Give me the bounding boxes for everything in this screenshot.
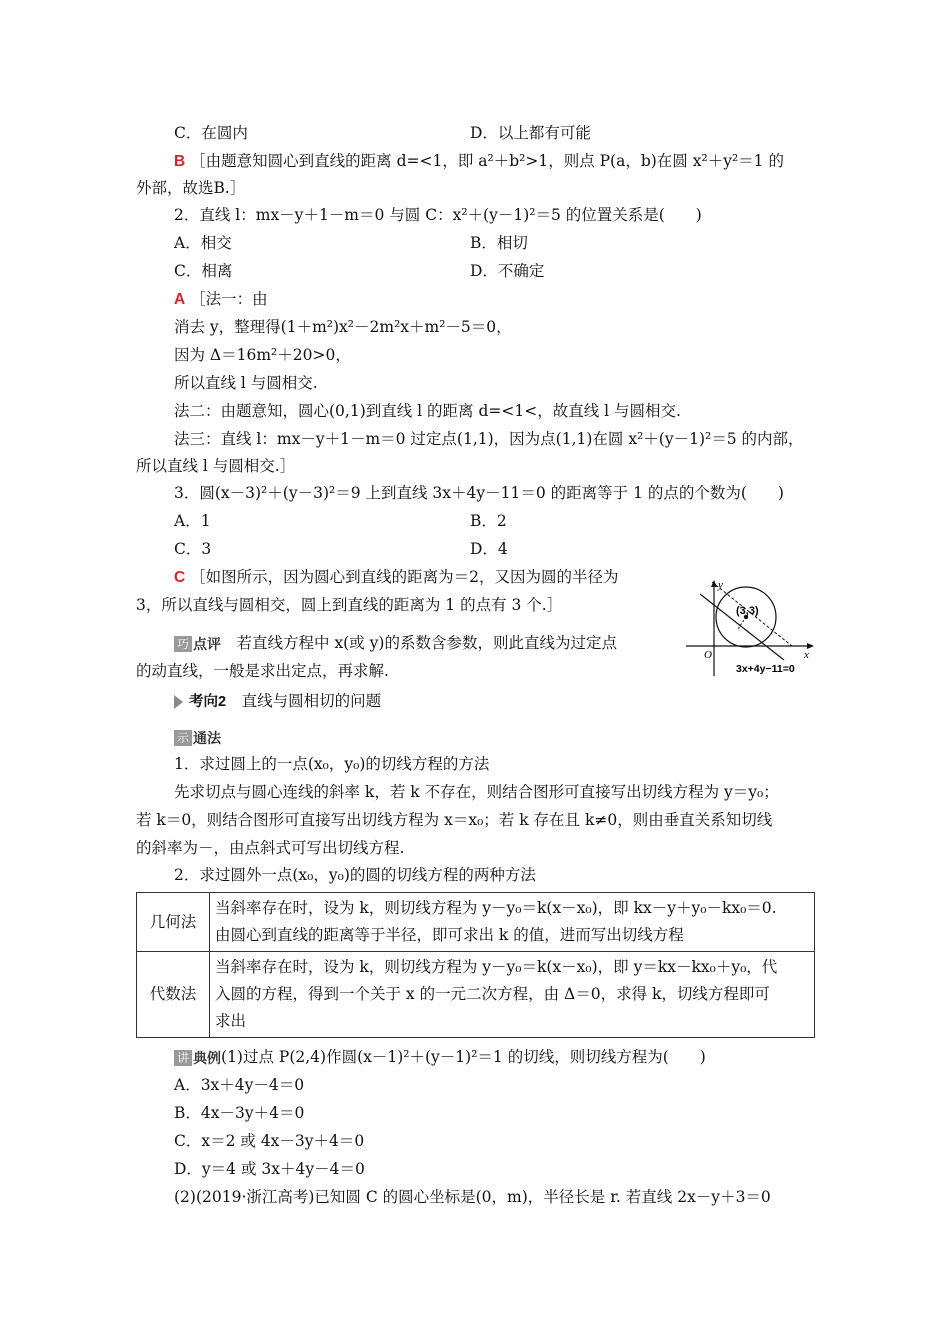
x-label: x [804, 649, 809, 661]
table-cell: 当斜率存在时，设为 k，则切线方程为 y－y₀＝k(x－x₀)，即 y＝kx－kx₀＋y₀，代 入圆的方程，得到一个关于 x 的一元二次方程，由 Δ＝0，求得 k，切线方程即可 求出 [210, 952, 815, 1038]
answer-2-line: 所以直线 l 与圆相交. [174, 374, 318, 392]
answer-3 [174, 566, 619, 589]
option-d: D．y＝4 或 3x＋4y－4＝0 [174, 1160, 365, 1178]
option-c: C．3 [174, 540, 212, 558]
answer-2-line: 法三：直线 l：mx－y＋1－m＝0 过定点(1,1)，因为点(1,1)在圆 x²＋(y－1)²＝5 的内部， [174, 430, 804, 448]
comment-text: 若直线方程中 x(或 y)的系数含参数，则此直线为过定点 [221, 634, 617, 652]
table-row [137, 893, 815, 952]
answer-1-cont: 外部，故选B.］ [136, 179, 246, 197]
answer-2-line: 消去 y，整理得(1＋m²)x²－2m²x＋m²－5＝0， [174, 318, 512, 336]
center-label: (3,3) [736, 605, 759, 617]
answer-1 [174, 150, 784, 173]
answer-letter: C [174, 569, 186, 586]
answer-2 [174, 288, 268, 311]
section-heading [174, 690, 381, 713]
answer-text: ［法一：由 [190, 290, 268, 308]
option-a: A．相交 [174, 234, 232, 252]
question-2: 2．直线 l：mx－y＋1－m＝0 与圆 C：x²＋(y－1)²＝5 的位置关系是( ) [174, 206, 702, 224]
table-head: 几何法 [137, 893, 210, 952]
option-b: B．相切 [470, 234, 528, 252]
methods-table [136, 892, 815, 1038]
section-label: 考向2 [189, 694, 227, 710]
origin-label: O [704, 649, 712, 661]
example-2: (2)(2019·浙江高考)已知圆 C 的圆心坐标是(0，m)，半径长是 r. 若直线 2x－y＋3＝0 [174, 1188, 771, 1206]
example-tag: 讲 [174, 1050, 192, 1066]
example-1 [174, 1046, 706, 1069]
table-row [137, 952, 815, 1038]
comment-tag-label: 点评 [193, 636, 222, 652]
table-cell: 当斜率存在时，设为 k，则切线方程为 y－y₀＝k(x－x₀)，即 kx－y＋y₀－kx₀＝0. 由圆心到直线的距离等于半径，即可求出 k 的值，进而写出切线方程 [210, 893, 815, 952]
triangle-icon [174, 695, 183, 709]
example-tag-label: 典例 [193, 1050, 222, 1066]
method-1-line: 若 k＝0，则结合图形可直接写出切线方程为 x＝x₀；若 k 存在且 k≠0，则由垂直关系知切线 [136, 811, 773, 829]
answer-text: ［由题意知圆心到直线的距离 d=<1，即 a²＋b²>1，则点 P(a，b)在圆 x²＋y²＝1 的 [190, 152, 784, 170]
option-d: D．4 [470, 540, 508, 558]
table-head: 代数法 [137, 952, 210, 1038]
method-2: 2．求过圆外一点(x₀，y₀)的圆的切线方程的两种方法 [174, 866, 536, 884]
answer-2-line: 所以直线 l 与圆相交.］ [136, 457, 296, 475]
option-c: C．相离 [174, 262, 233, 280]
comment [174, 632, 617, 655]
method-heading [174, 726, 221, 749]
answer-letter: A [174, 291, 186, 308]
option-d: D．以上都有可能 [470, 124, 591, 142]
answer-3-cont: 3，所以直线与圆相交，圆上到直线的距离为 1 的点有 3 个.］ [136, 596, 563, 614]
circle-line-figure [680, 576, 820, 680]
comment-cont: 的动直线，一般是求出定点，再求解. [136, 662, 389, 680]
option-a: A．1 [174, 512, 211, 530]
comment-tag: 巧 [174, 636, 192, 652]
section-title: 直线与圆相切的问题 [241, 692, 382, 710]
option-c: C．在圆内 [174, 124, 248, 142]
method-tag-label: 通法 [193, 730, 222, 746]
option-b: B．2 [470, 512, 507, 530]
method-tag: 示 [174, 730, 192, 746]
answer-letter: B [174, 153, 186, 170]
method-1-line: 先求切点与圆心连线的斜率 k，若 k 不存在，则结合图形可直接写出切线方程为 y＝y₀； [174, 783, 779, 801]
example-text: (1)过点 P(2,4)作圆(x－1)²＋(y－1)²＝1 的切线，则切线方程为( ) [221, 1048, 706, 1066]
question-3: 3．圆(x－3)²＋(y－3)²＝9 上到直线 3x＋4y－11＝0 的距离等于 1 的点的个数为( ) [174, 484, 784, 502]
option-c: C．x＝2 或 4x－3y＋4＝0 [174, 1132, 365, 1150]
answer-text: ［如图所示，因为圆心到直线的距离为＝2，又因为圆的半径为 [190, 568, 619, 586]
answer-2-line: 因为 Δ＝16m²＋20>0， [174, 346, 351, 364]
method-1: 1．求过圆上的一点(x₀，y₀)的切线方程的方法 [174, 755, 490, 773]
line-label: 3x+4y−11=0 [736, 663, 795, 675]
given-line [700, 594, 784, 660]
y-label: y [718, 579, 723, 591]
answer-2-line: 法二：由题意知，圆心(0,1)到直线 l 的距离 d=<1<，故直线 l 与圆相交. [174, 402, 681, 420]
method-1-line: 的斜率为－，由点斜式可写出切线方程. [136, 839, 405, 857]
option-d: D．不确定 [470, 262, 545, 280]
option-b: B．4x－3y＋4＝0 [174, 1104, 305, 1122]
option-a: A．3x＋4y－4＝0 [174, 1076, 305, 1094]
